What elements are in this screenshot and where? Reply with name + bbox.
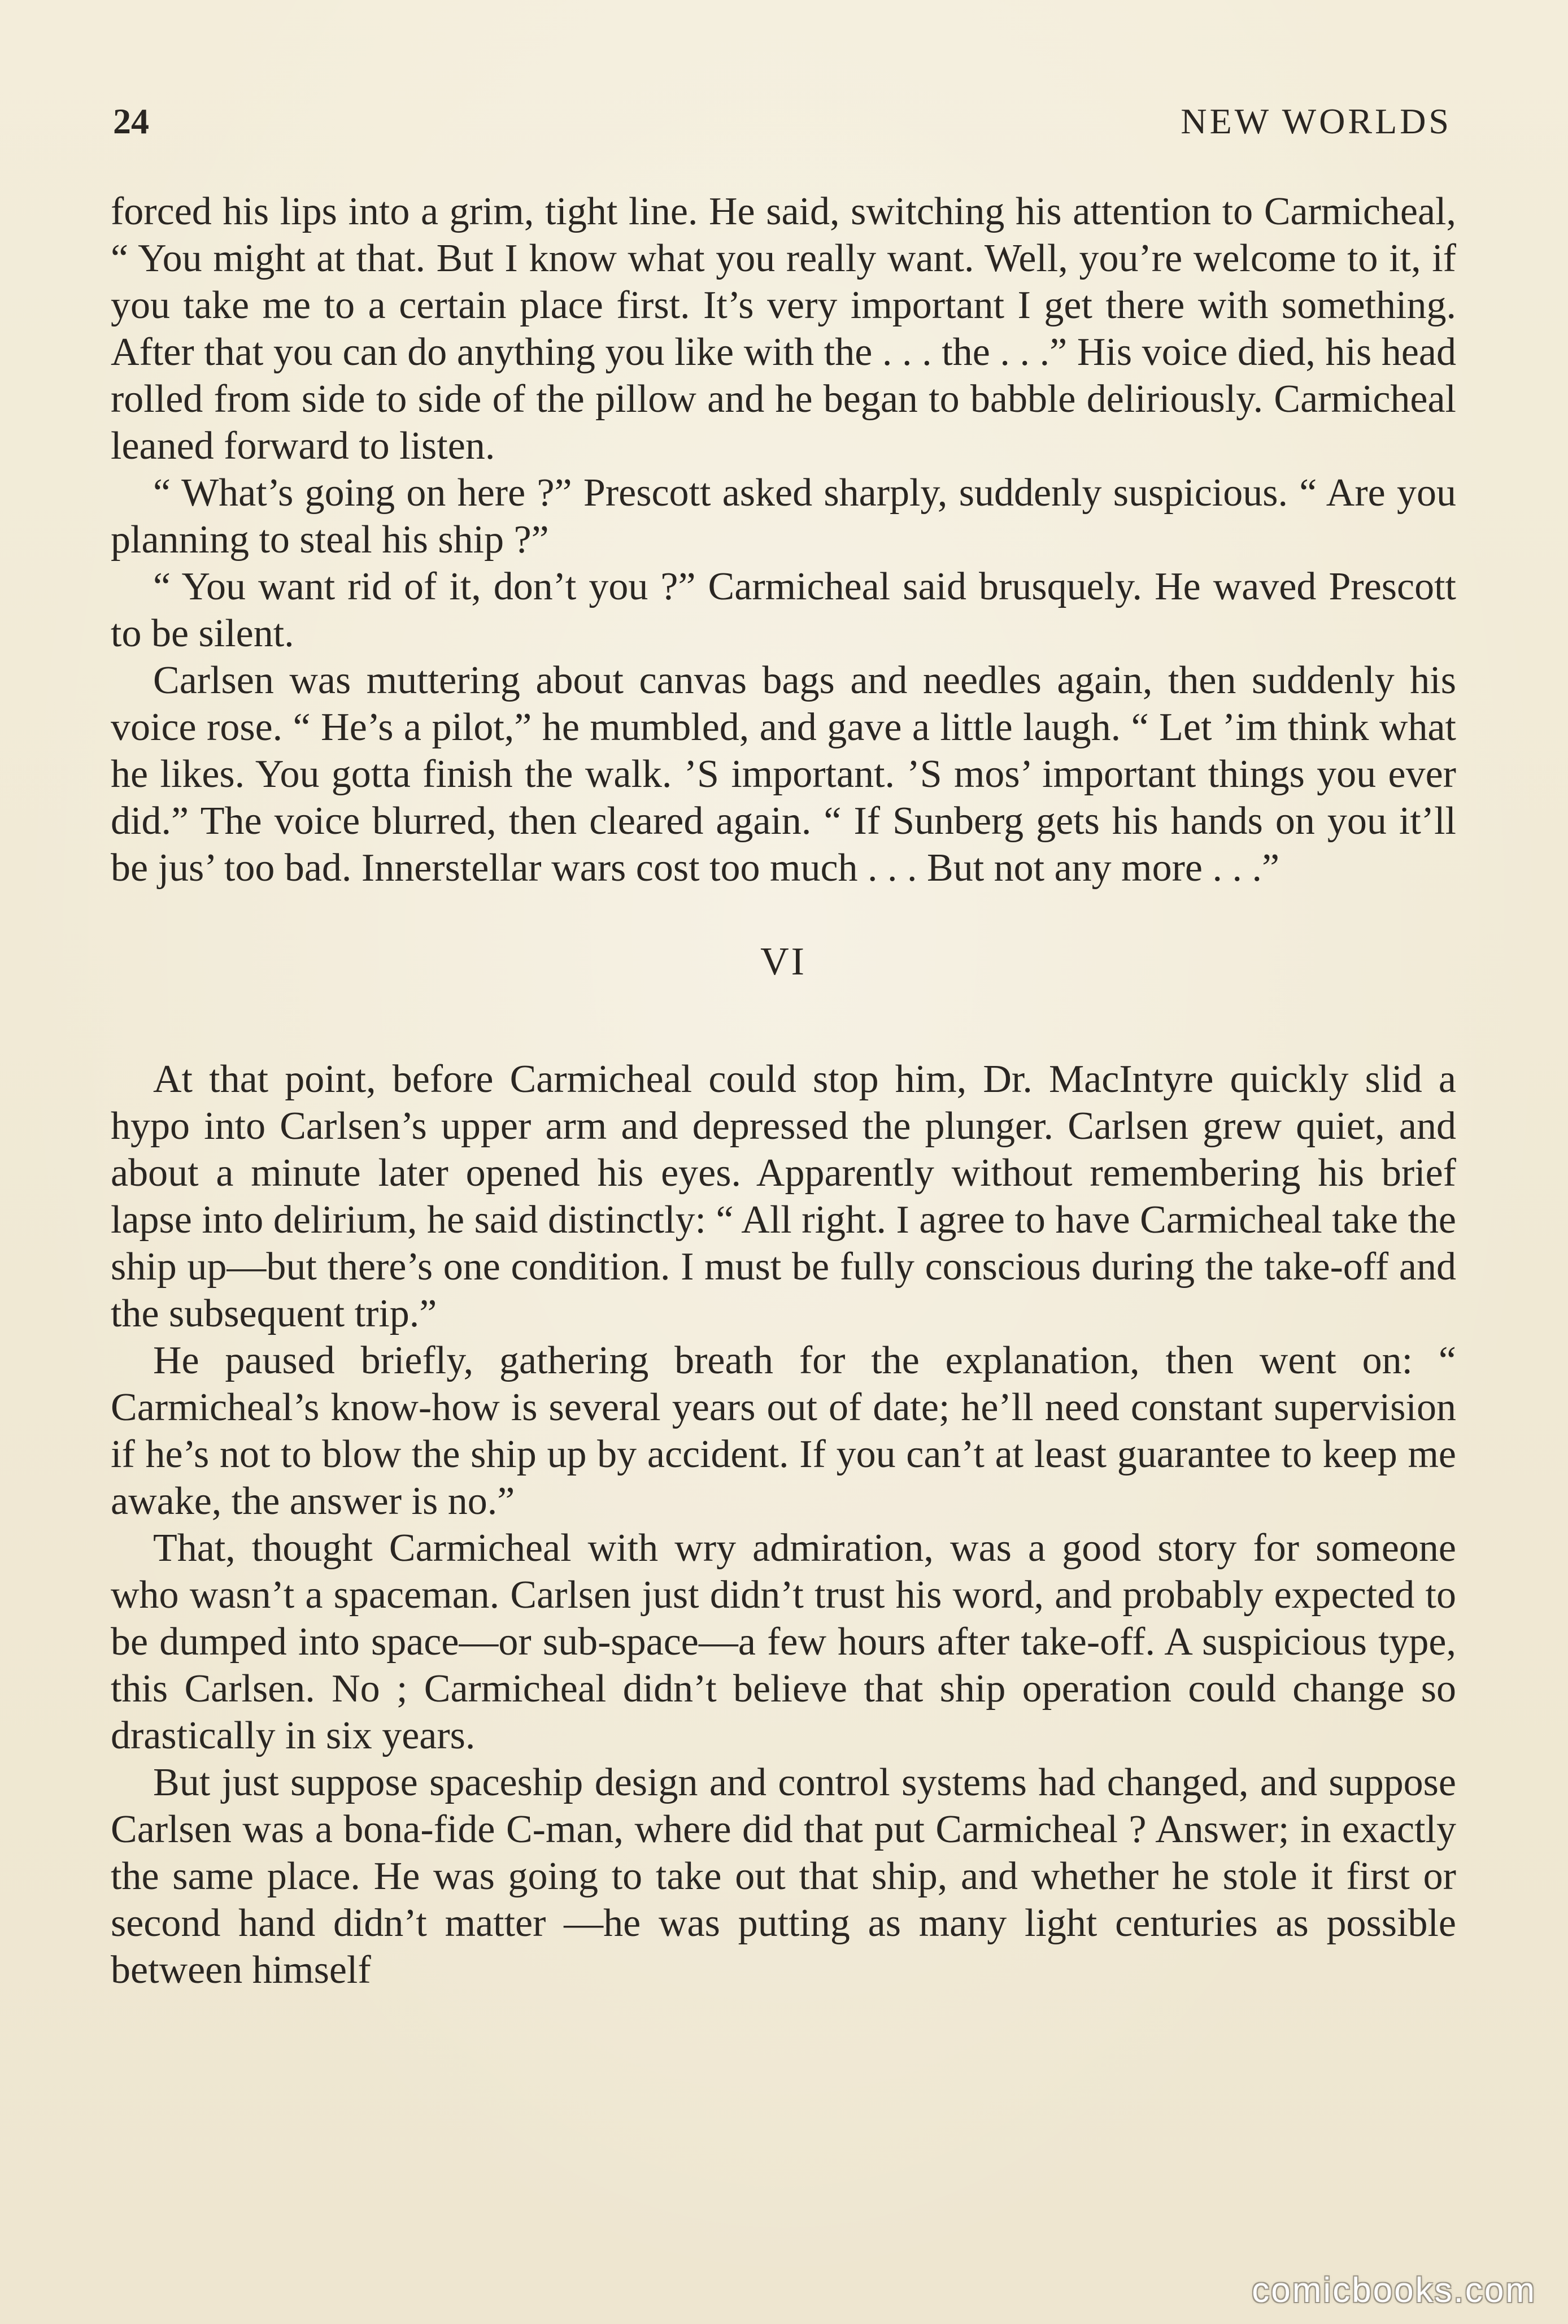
paragraph: “ You want rid of it, don’t you ?” Carmicheal said brusquely. He waved Prescott to be silent. (111, 565, 1456, 655)
body-text (111, 188, 1456, 1994)
running-head: NEW WORLDS (1181, 101, 1452, 141)
section-number: VI (760, 940, 807, 983)
watermark: comicbooks.com (1252, 2271, 1536, 2310)
page-header (113, 96, 1452, 147)
paragraph: He paused briefly, gathering breath for the explanation, then went on: “ Carmicheal’s know-how is several years out of date; he’ll need constant supervision if he’s not to blow the ship up by accident. If you can’t at least guarantee to keep me awake, the answer is no.” (111, 1339, 1456, 1523)
page-number: 24 (113, 101, 149, 141)
paragraph: But just suppose spaceship design and control systems had changed, and suppose Carlsen was a bona-fide C-man, where did that put Carmicheal ? Answer; in exactly the same place. He was going to take out that ship, and whether he stole it first or second hand didn’t matter —he was putting as many light centuries as possible between himself (111, 1761, 1456, 1992)
paragraph: Carlsen was muttering about canvas bags and needles again, then suddenly his voice rose. “ He’s a pilot,” he mumbled, and gave a little laugh. “ Let ’im think what he likes. You gotta finish the walk. ’S important. ’S mos’ important things you ever did.” The voice blurred, then cleared again. “ If Sunberg gets his hands on you it’ll be jus’ too bad. Innerstellar wars cost too much . . . But not any more . . .” (111, 659, 1456, 890)
paragraph: That, thought Carmicheal with wry admiration, was a good story for someone who wasn’t a spaceman. Carlsen just didn’t trust his word, and probably expected to be dumped into space—or sub-space—a few hours after take-off. A suspicious type, this Carlsen. No ; Carmicheal didn’t believe that ship operation could change so drastically in six years. (111, 1526, 1456, 1757)
paragraph: forced his lips into a grim, tight line. He said, switching his attention to Carmicheal, “ You might at that. But I know what you really want. Well, you’re welcome to it, if you take me to a certain place first. It’s very important I get there with something. After that you can do anything you like with the . . . the . . .” His voice died, his head rolled from side to side of the pillow and he began to babble deliriously. Carmicheal leaned forward to listen. (111, 190, 1456, 468)
paragraph: “ What’s going on here ?” Prescott asked sharply, suddenly suspicious. “ Are you planning to steal his ship ?” (111, 471, 1456, 562)
paragraph: At that point, before Carmicheal could stop him, Dr. MacIntyre quickly slid a hypo into Carlsen’s upper arm and depressed the plunger. Carlsen grew quiet, and about a minute later opened his eyes. Apparently without remembering his brief lapse into delirium, he said distinctly: “ All right. I agree to have Carmicheal take the ship up—but there’s one condition. I must be fully conscious during the take-off and the subsequent trip.” (111, 1057, 1456, 1335)
